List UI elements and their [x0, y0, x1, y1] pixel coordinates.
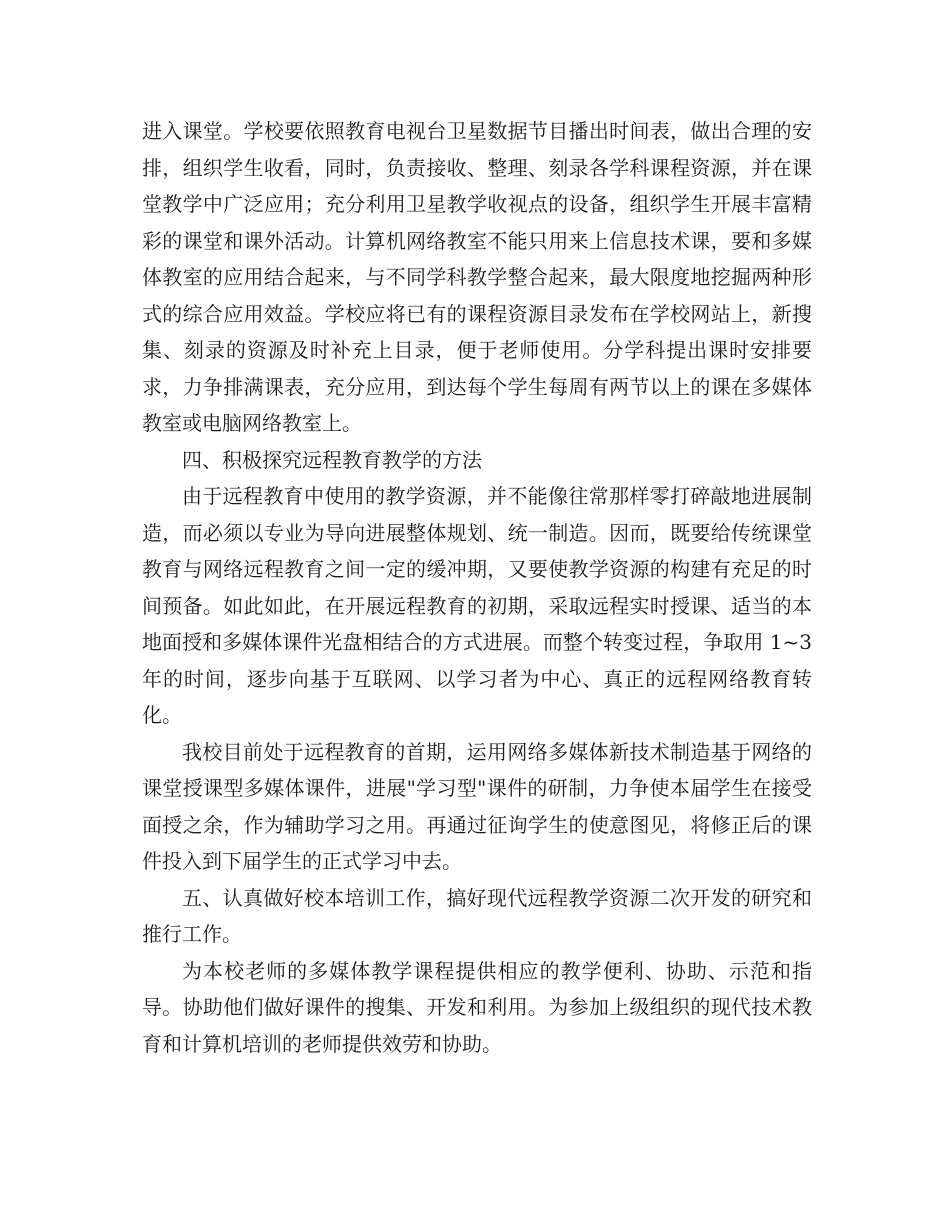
section-heading-4: 四、积极探究远程教育教学的方法 [182, 447, 482, 472]
section-heading-5: 五、认真做好校本培训工作，搞好现代远程教学资源二次开发的研究和推行工作。 [142, 885, 812, 946]
paragraph: 我校目前处于远程教育的首期，运用网络多媒体新技术制造基于网络的课堂授课型多媒体课件，进展"学习型"课件的研制，力争使本届学生在接受面授之余，作为辅助学习之用。再通过征询学生的使意图见，将修正后的课件投入到下届学生的正式学习中去。 [142, 739, 812, 873]
document-body [142, 113, 812, 1062]
paragraph-continuation: 进入课堂。学校要依照教育电视台卫星数据节目播出时间表，做出合理的安排，组织学生收看，同时，负责接收、整理、刻录各学科课程资源，并在课堂教学中广泛应用；充分利用卫星教学收视点的设备，组织学生开展丰富精彩的课堂和课外活动。计算机网络教室不能只用来上信息技术课，要和多媒体教室的应用结合起来，与不同学科教学整合起来，最大限度地挖掘两种形式的综合应用效益。学校应将已有的课程资源目录发布在学校网站上，新搜集、刻录的资源及时补充上目录，便于老师使用。分学科提出课时安排要求，力争排满课表，充分应用，到达每个学生每周有两节以上的课在多媒体教室或电脑网络教室上。 [142, 119, 812, 435]
paragraph: 为本校老师的多媒体教学课程提供相应的教学便利、协助、示范和指导。协助他们做好课件的搜集、开发和利用。为参加上级组织的现代技术教育和计算机培训的老师提供效劳和协助。 [142, 958, 812, 1056]
paragraph: 由于远程教育中使用的教学资源，并不能像往常那样零打碎敲地进展制造，而必须以专业为导向进展整体规划、统一制造。因而，既要给传统课堂教育与网络远程教育之间一定的缓冲期，又要使教学资源的构建有充足的时间预备。如此如此，在开展远程教育的初期，采取远程实时授课、适当的本地面授和多媒体课件光盘相结合的方式进展。而整个转变过程，争取用 1~3 年的时间，逐步向基于互联网、以学习者为中心、真正的远程网络教育转化。 [142, 484, 812, 727]
